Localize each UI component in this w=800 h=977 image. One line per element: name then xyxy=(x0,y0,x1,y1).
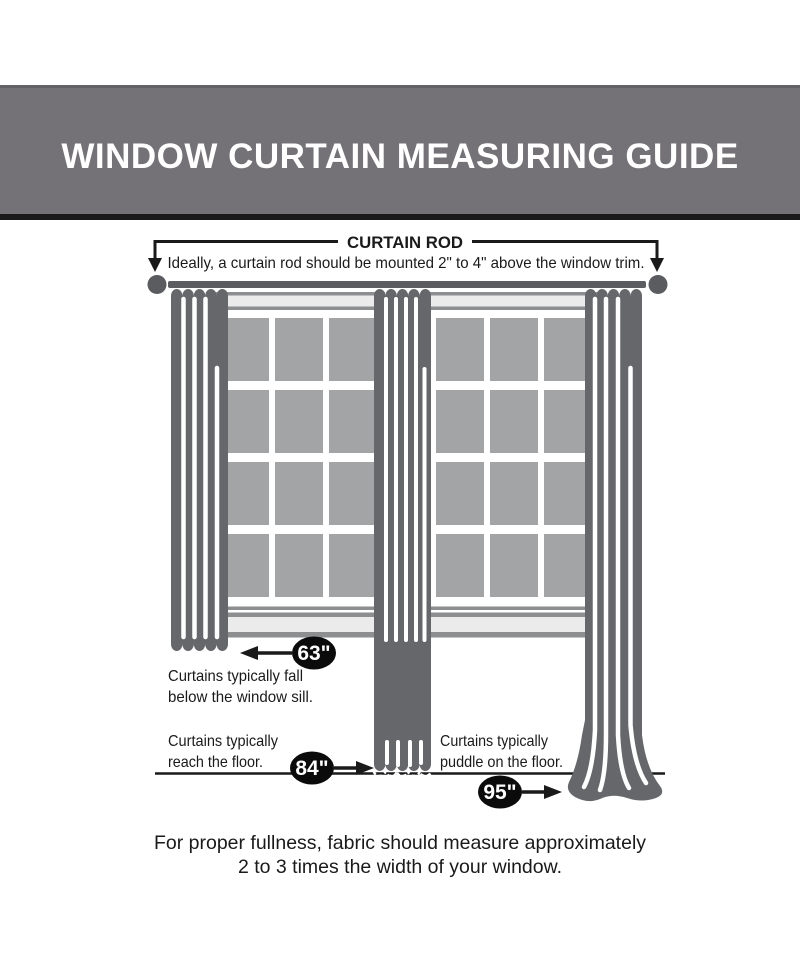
callout-95 xyxy=(440,733,563,809)
page-title: WINDOW CURTAIN MEASURING GUIDE xyxy=(61,137,739,176)
rod-callout xyxy=(148,233,664,272)
label-floor-line2: reach the floor. xyxy=(168,754,263,771)
curtain-middle xyxy=(374,289,431,776)
arrow-right-icon xyxy=(544,785,562,799)
label-sill-line1: Curtains typically fall xyxy=(168,668,303,685)
label-sill-line2: below the window sill. xyxy=(168,689,313,706)
rod-finial-left xyxy=(148,275,167,294)
arrow-down-left-icon xyxy=(148,258,162,272)
window-right xyxy=(428,292,600,638)
rod-finial-right xyxy=(649,275,668,294)
measurement-value-95: 95" xyxy=(483,781,517,804)
window-left-sill xyxy=(213,632,385,638)
label-puddle-line1: Curtains typically xyxy=(440,733,548,750)
fullness-note-line1: For proper fullness, fabric should measure approximately xyxy=(153,832,647,854)
window-left xyxy=(213,292,385,638)
arrow-left-icon xyxy=(240,646,258,660)
label-puddle-line2: puddle on the floor. xyxy=(440,754,563,771)
measurement-value-63: 63" xyxy=(297,642,331,665)
arrow-down-right-icon xyxy=(650,258,664,272)
curtain-rod-description: Ideally, a curtain rod should be mounted 2" to 4" above the window trim. xyxy=(167,255,645,272)
window-right-sill xyxy=(428,632,600,638)
label-floor-line1: Curtains typically xyxy=(168,733,278,750)
fullness-note xyxy=(0,831,800,879)
curtain-left xyxy=(171,289,228,651)
fullness-note-line2: 2 to 3 times the width of your window. xyxy=(237,856,563,878)
callout-84 xyxy=(168,733,374,785)
curtain-rod-label: CURTAIN ROD xyxy=(347,233,463,252)
measurement-value-84: 84" xyxy=(295,757,329,780)
